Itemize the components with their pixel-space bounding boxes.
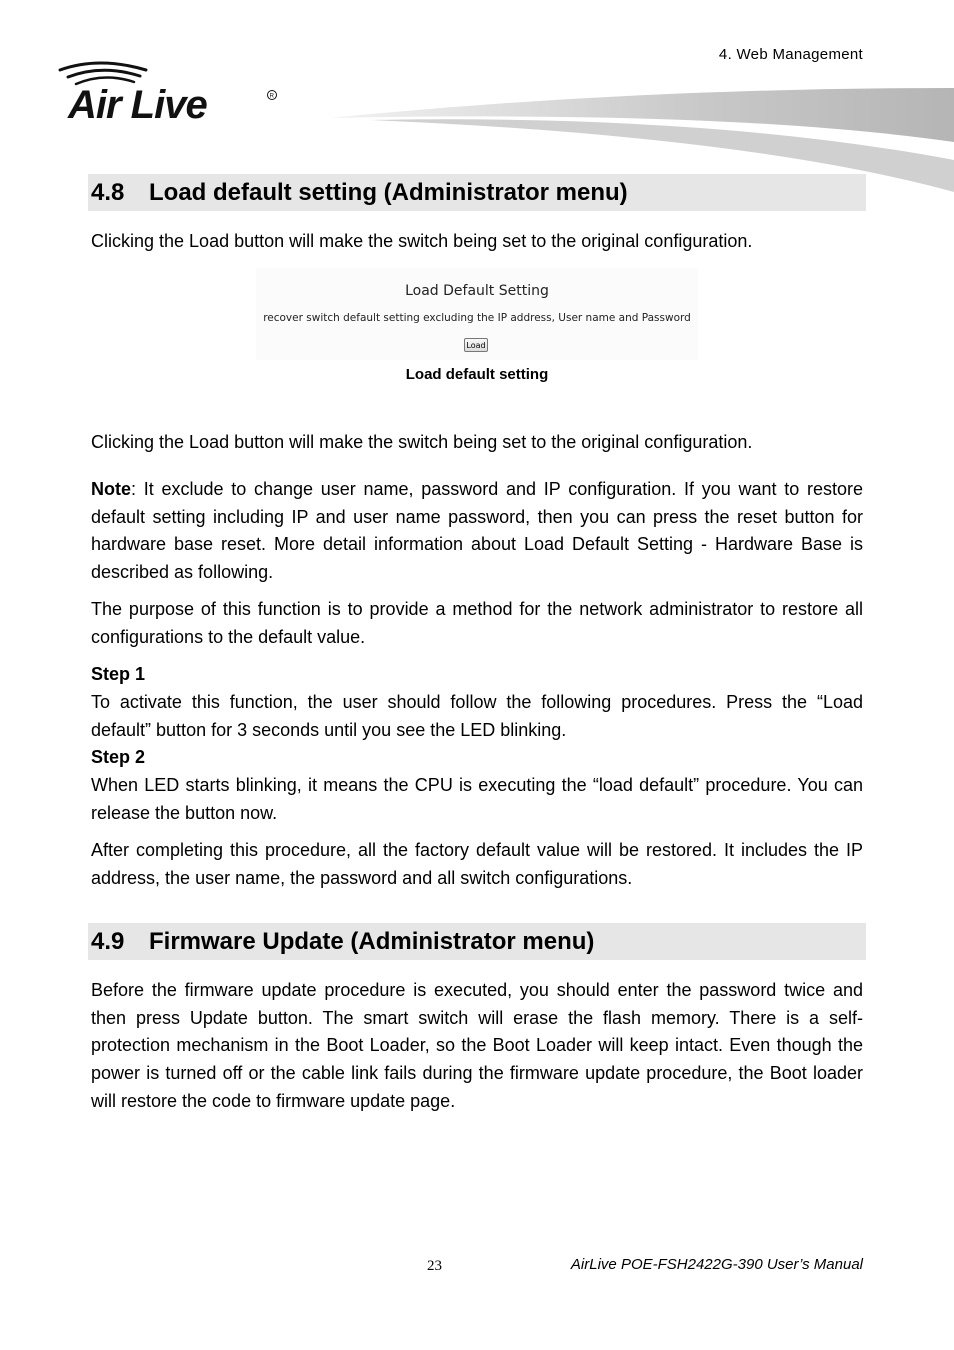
note-label: Note [91,479,131,499]
svg-text:Air Live: Air Live [68,83,207,127]
section-heading-4-9 [88,923,866,960]
airlive-logo [54,58,284,128]
step2-text: When LED starts blinking, it means the CPU is executing the “load default” procedure. You can release the button now. [91,775,863,823]
purpose-paragraph: The purpose of this function is to provide a method for the network administrator to restore all configurations to the default value. [91,599,863,647]
section-title: Load default setting (Administrator menu) [149,178,628,206]
load-default-screenshot [256,268,698,360]
section-number: 4.9 [91,927,125,955]
section-heading-4-8 [88,174,866,211]
after-paragraph: After completing this procedure, all the factory default value will be restored. It includes the IP address, the user name, the password and all switch configurations. [91,840,863,888]
step1-text: To activate this function, the user should follow the following procedures. Press the “Load default” button for 3 seconds until you see the LED blinking. [91,692,863,740]
section-number: 4.8 [91,178,125,206]
step2-label: Step 2 [91,747,146,767]
section-title: Firmware Update (Administrator menu) [149,927,595,955]
repeat-paragraph: Clicking the Load button will make the switch being set to the original configuration. [91,432,753,452]
svg-text:R: R [269,93,274,100]
note-text: : It exclude to change user name, password and IP configuration. If you want to restore default setting including IP and user name password, then you can press the reset button for hardware base reset. More detail information about Load Default Setting - Hardware Base is described as following. [91,479,863,583]
step1-label: Step 1 [91,664,146,684]
intro-paragraph: Clicking the Load button will make the switch being set to the original configuration. [91,231,753,251]
note-paragraph [91,476,863,587]
manual-title: AirLive POE-FSH2422G-390 User’s Manual [570,1256,863,1273]
firmware-paragraph: Before the firmware update procedure is executed, you should enter the password twice and then press Update button. The smart switch will erase the flash memory. There is a self-protection mechanism in the Boot Loader, so the Boot Loader will keep intact. Even though the power is turned off or the cable link fails during the firmware update procedure, the Boot loader will restore the code to firmware update page. [91,980,863,1111]
screenshot-title: Load Default Setting [405,283,549,299]
figure-caption: Load default setting [405,366,549,383]
load-button[interactable]: Load [464,338,488,352]
chapter-header: 4. Web Management [718,46,863,63]
screenshot-description: recover switch default setting excluding the IP address, User name and Password [263,312,691,324]
page-number: 23 [427,1258,442,1274]
